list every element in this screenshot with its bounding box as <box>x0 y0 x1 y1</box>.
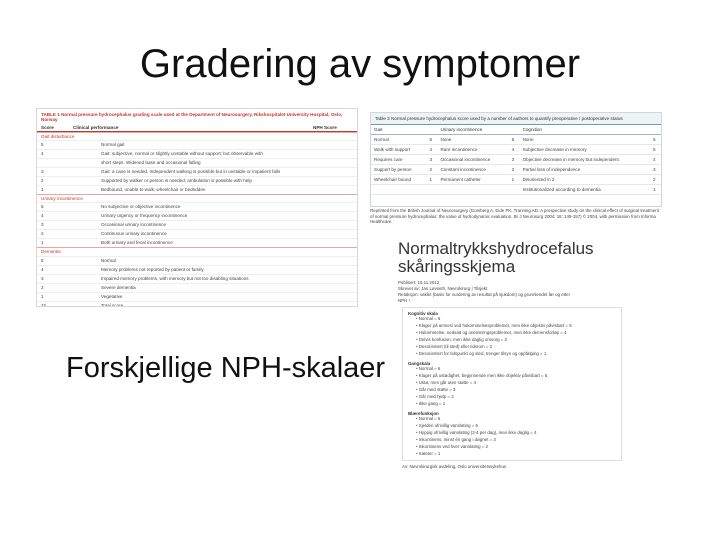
table1-desc-cell: Gait: a cane is needed. Independent walking is possible but in unstable or impatient falls <box>101 169 281 175</box>
table2-cell: 3 <box>650 165 661 175</box>
table1-desc-cell: Impaired memory problems, with memory but not too disabling situations <box>101 275 249 281</box>
table1-row <box>37 158 357 167</box>
table2-cell: Occasional incontinence <box>437 155 508 165</box>
table1-col-clinical: Clinical performance <box>73 124 119 130</box>
table1-col-nph: NPH Score <box>313 124 337 130</box>
nph-section-heading: Kognitiv skala <box>408 311 438 317</box>
table2-cell <box>427 125 438 135</box>
table1-row <box>37 185 357 194</box>
table1-score-cell: 3 <box>41 222 44 228</box>
table2-cell: Walk with support <box>371 145 427 155</box>
table1-score-cell: 1 <box>41 293 44 299</box>
table2-cell: Partial loss of independence <box>520 165 650 175</box>
table1-desc-cell: Vegetative <box>101 293 123 299</box>
table1-body <box>37 132 357 307</box>
nph-meta-line4: NPH ¹. <box>398 297 412 303</box>
nph-list-item: • Kateter = 1 <box>408 451 616 458</box>
nph-list-item: • Inkontinens ved hver vannlating = 2 <box>408 444 616 451</box>
table2-cell: 2 <box>509 165 520 175</box>
nph-list-item: • Delvis konfusion, men ikke daglig omsorg = 3 <box>408 337 616 344</box>
table1-desc-cell: Memory problems not reported by patient or family <box>101 266 204 272</box>
nph-list-item: • Normal = 6 <box>408 316 616 323</box>
table2-row <box>371 145 661 155</box>
table1-row <box>37 265 357 274</box>
nph-list-item: • Normal = 6 <box>408 366 616 373</box>
table2-cell: 1 <box>427 175 438 185</box>
table1-desc-cell: Both urinary and fecal incontinence <box>101 240 173 246</box>
table2-cell: Cognition <box>520 125 650 135</box>
nph-list-item: • Ikke gang = 1 <box>408 401 616 408</box>
table2-cell: Normal <box>371 135 427 145</box>
table1-score-cell <box>41 160 101 166</box>
nph-title-line2: skåringsskjema <box>398 256 516 276</box>
table2-cell <box>650 125 661 135</box>
nph-list-item: • Klager på amnesi ved hukommelsesproblemer, men ikke objektiv påvisbart = 5 <box>408 323 616 330</box>
nph-list-item: • Ustø, men går uten støtte = 4 <box>408 380 616 387</box>
table2-row <box>371 175 661 185</box>
table2-cell: 2 <box>427 165 438 175</box>
table1-desc-cell: No subjective or objective incontinence <box>101 204 181 210</box>
table2-cell: None <box>437 135 508 145</box>
table1-score-cell: 2 <box>41 231 44 237</box>
table2-cell: Urinary incontinence <box>437 125 508 135</box>
nph-section-heading: Gangskala <box>408 361 431 367</box>
table2-caption: Reprinted from the British Journal of Neurosurgery (Gomberg A, Eide PK, Tranning AD. A prospective study on the clinical effect of surgical treatment of normal pressure hydrocephalus: the value of hydrodynamic evaluation. Br J Neurosurg 2004; 18: 149-157) © 2004, with permission from Informa Healthcare. <box>370 208 659 225</box>
table1-score-cell: 5 <box>41 142 44 148</box>
table1-desc-cell: Supported by walker or person is needed; ambulation is possible with help <box>101 178 252 184</box>
table1-row <box>37 202 357 211</box>
table1-desc-cell: Normal <box>101 257 116 263</box>
table2-cell: 1 <box>509 175 520 185</box>
slide-caption: Forskjellige NPH-skalaer <box>66 352 386 384</box>
table1-score-cell: 5 <box>41 257 44 263</box>
table2-cell: 5 <box>509 135 520 145</box>
nph-list-item: • Går med hjelp = 2 <box>408 394 616 401</box>
table2-cell: 5 <box>650 145 661 155</box>
table1-row <box>37 238 357 247</box>
nph-footer: Av: Nevrokirurgisk avdeling, Oslo universitetssykehus <box>402 464 507 470</box>
table2-row <box>371 135 661 145</box>
table2-cell: 3 <box>427 155 438 165</box>
table1-row <box>37 220 357 229</box>
table2-cell: Support by person <box>371 165 427 175</box>
table1-score-cell: 15 <box>41 302 47 307</box>
table1-desc-cell: Gait: subjective, normal or slightly unstable without support; but observable with <box>101 151 263 157</box>
table2-cell <box>509 125 520 135</box>
table1-score-cell: 2 <box>41 178 44 184</box>
table1-row <box>37 176 357 185</box>
table1-section-heading: Gait disturbance <box>37 132 357 140</box>
nph-section-heading: Blærefunksjon <box>408 411 439 417</box>
nph-title-line1: Normaltrykkshydrocefalus <box>398 239 594 258</box>
table1-row <box>37 140 357 149</box>
nph-score-box <box>402 307 622 461</box>
table1-score-cell: 3 <box>41 275 44 281</box>
table2-cell: Institutionalized according to dementia <box>520 185 650 195</box>
table2-cell: 6 <box>650 135 661 145</box>
nph-list-item: • Går med støtte = 3 <box>408 387 616 394</box>
nph-list-item: • Klager på ustødighet, begynnende men ikke objektiv påvisbart = 5 <box>408 373 616 380</box>
table1-row <box>37 301 357 307</box>
table1-section-heading: Urinary incontinence <box>37 194 357 202</box>
table2-cell: Constant incontinence <box>437 165 508 175</box>
table2-cell: 4 <box>427 145 438 155</box>
table2-row <box>371 185 661 195</box>
table1-desc-cell: Normal gait <box>101 142 125 148</box>
table2-header-row <box>371 125 661 135</box>
table2-row <box>371 155 661 165</box>
table2-cell: 1 <box>650 185 661 195</box>
table1-title: TABLE 1 Normal pressure hydrocephalus grading scale used at the Department of Neurosurgery, Rikshospitalet University Hospital, Oslo, Norway <box>41 112 343 123</box>
table1-header <box>37 124 357 132</box>
table2-cell <box>437 185 508 195</box>
table1-row <box>37 256 357 265</box>
nph-list-item: • Inkontinens, minst én gang i døgnet = 3 <box>408 437 616 444</box>
table1-desc-cell: Occasional urinary incontinence <box>101 222 167 228</box>
table2-cell: Wheelchair bound <box>371 175 427 185</box>
table1-score-cell: 1 <box>41 240 44 246</box>
table1-score-cell: 3 <box>41 169 44 175</box>
table1-row <box>37 149 357 158</box>
table2-title: Table 2 Normal pressure hydrocephalus score used by a number of authors to quantify preoperative / postoperative status <box>371 113 661 125</box>
nph-list-item: • Normal = 6 <box>408 416 616 423</box>
table1-score-cell: 5 <box>41 204 44 210</box>
nph-meta <box>398 280 638 304</box>
nph-meta-line3: Retaksjon: vaklet (basis for vurdering av resultat på sjukdom) og grunnlendet før og etter <box>398 291 571 297</box>
table1-row <box>37 229 357 238</box>
table1-score-cell: 1 <box>41 187 44 193</box>
slide-title: Gradering av symptomer <box>139 42 581 86</box>
table2-cell: 4 <box>650 155 661 165</box>
table2-cell: 6 <box>427 135 438 145</box>
table1-desc-cell: Total score <box>101 302 124 307</box>
table1-col-score: Score <box>41 124 54 130</box>
table1-score-cell: 4 <box>41 151 44 157</box>
nph-meta-line1: Publisert: 16.11.2012 <box>398 279 440 285</box>
table2-cell: Requires care <box>371 155 427 165</box>
table1-row <box>37 292 357 301</box>
table2-cell: Rare incontinence <box>437 145 508 155</box>
table1-row <box>37 274 357 283</box>
table2-cell <box>371 185 427 195</box>
table2-cell <box>427 185 438 195</box>
table1-desc-cell: Severe dementia <box>101 284 136 290</box>
table2-cell: 2 <box>650 175 661 185</box>
table1-row <box>37 167 357 176</box>
table1-desc-cell: short steps. Widened base and occasional falling <box>101 160 201 166</box>
table1-desc-cell: Bedbound, unable to walk; wheelchair or bedridden <box>101 187 206 193</box>
table2-cell: Disoriented in 2 <box>520 175 650 185</box>
nph-list-item: • Desorientert for tidspunkt og sted, trenger tilsyn og oppfølging = 1 <box>408 351 616 358</box>
table1-score-cell: 4 <box>41 213 44 219</box>
table2-cell: Permanent catheter <box>437 175 508 185</box>
table1-section-heading: Dementia <box>37 247 357 255</box>
nph-list-item: • Desorientert (til sted) eller tidsrom = 2 <box>408 344 616 351</box>
table2-row <box>371 165 661 175</box>
table2-cell: Subjective decrease in memory <box>520 145 650 155</box>
nph-list-item: • Hyppig ufrivillig vannlating (2-4 per dag), men ikke daglig = 4 <box>408 430 616 437</box>
table2-cell: Gait <box>371 125 427 135</box>
table2-image <box>370 112 662 207</box>
table1-score-cell: 4 <box>41 266 44 272</box>
table1-desc-cell: Continuous urinary incontinence <box>101 231 167 237</box>
nph-scoring-form <box>398 240 638 492</box>
table2-cell <box>509 185 520 195</box>
nph-list-item: • Sjelden ufrivillig vannlating = 5 <box>408 423 616 430</box>
table2-cell: 4 <box>509 145 520 155</box>
table1-score-cell: 2 <box>41 284 44 290</box>
table1-desc-cell: Urinary urgency or frequency incontinence <box>101 213 188 219</box>
table1-image <box>36 108 358 307</box>
table1-row <box>37 211 357 220</box>
table2-cell: 3 <box>509 155 520 165</box>
table2-cell: Objective decrease in memory but independent <box>520 155 650 165</box>
table1-row <box>37 283 357 292</box>
nph-list-item: • Hukommelse, nedsatt og orienteringsproblemer, men ikke demensforløp = 4 <box>408 330 616 337</box>
nph-meta-line2: Skrevet av: Jan Løvseth, Nevrokirurg | Tilsjekt <box>398 285 488 291</box>
table2-grid <box>371 125 661 195</box>
table2-cell: None <box>520 135 650 145</box>
